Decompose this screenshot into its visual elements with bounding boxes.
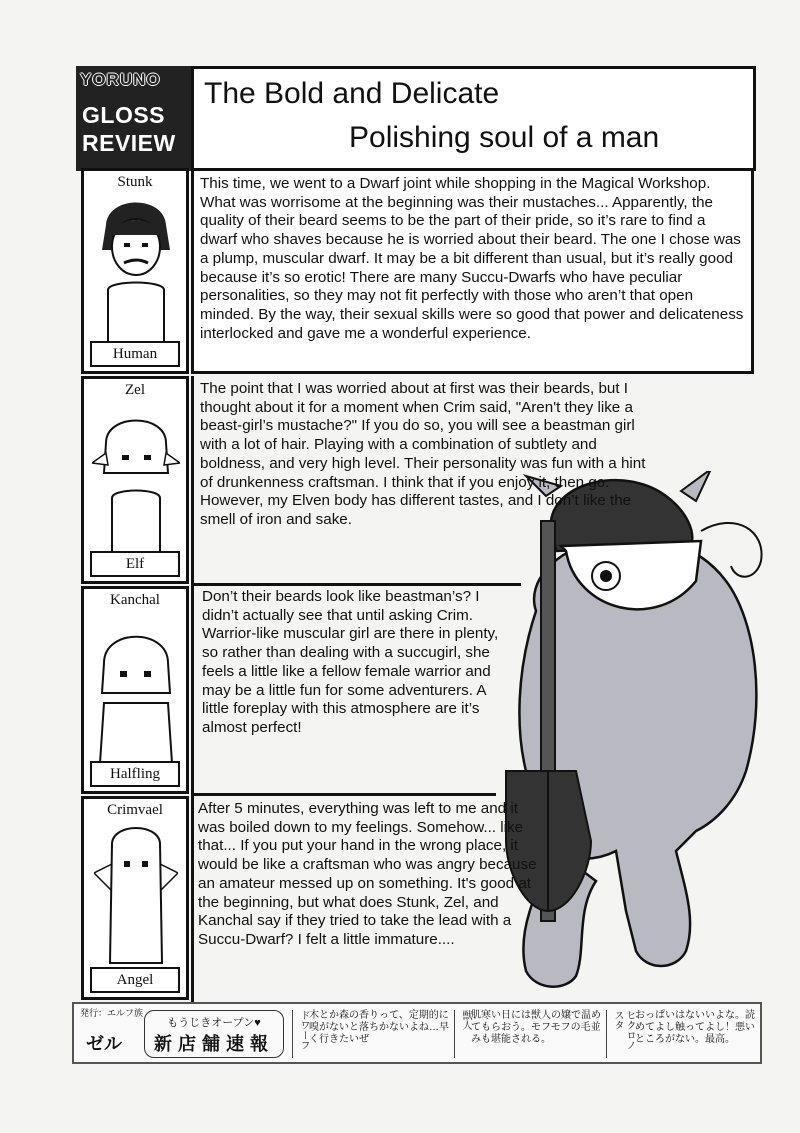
review-page bbox=[76, 66, 756, 1054]
footer-publisher: 発行：エルフ族 bbox=[80, 1008, 144, 1018]
footer-publisher-name: ゼル bbox=[86, 1034, 122, 1054]
announcement-main: 新店舗速報 bbox=[154, 1034, 274, 1054]
review-text: This time, we went to a Dwarf joint while shopping in the Magical Workshop. What was worrisome at the beginning was their mustaches... Apparently, the quality of their beard seems to be the part of their pride, so it’s rare to find a dwarf who shaves because he is worried about their beard. The one I chose was a plump, muscular dwarf. It may be a bit different than usual, but it’s really good because it’s so erotic! There are many Succu-Dwarfs who have peculiar personalities, so they may not fit perfectly with those who aren’t that open minded. By the way, their sexual skills were so good that power and delicateness interlocked and gave me a wonderful experience. bbox=[200, 175, 744, 342]
portrait-zel bbox=[81, 376, 189, 584]
portrait-kanchal bbox=[81, 586, 189, 794]
title-line-2: Polishing soul of a man bbox=[349, 121, 660, 154]
column-text: 木とか森の香りって、定期的に嗅がないと落ちかないよね…早く行きたいぜ bbox=[309, 1010, 449, 1045]
title-line-1: The Bold and Delicate bbox=[204, 77, 500, 110]
new-shop-announcement bbox=[144, 1010, 284, 1058]
reviewer-name: Zel bbox=[125, 382, 145, 398]
column-text: 肌寒い日には獣人の嬢で温めてもらおう。モフモフの毛並みも堪能される。 bbox=[471, 1010, 601, 1045]
footer-column-hikuronosuta bbox=[606, 1010, 760, 1058]
gloss-review-logo bbox=[76, 66, 191, 171]
footer-column-beastman bbox=[454, 1010, 604, 1058]
reviewer-race: Elf bbox=[90, 551, 180, 577]
crimvael-portrait-image bbox=[94, 823, 178, 973]
kanchal-portrait-image bbox=[94, 623, 178, 763]
column-heading: ドワーフ bbox=[298, 1010, 309, 1050]
review-section-kanchal bbox=[191, 586, 510, 798]
column-text: おっぱいはないいよな。読めてよし触ってよし！悪いところがない。最高。 bbox=[635, 1010, 755, 1045]
reviewer-race: Angel bbox=[90, 967, 180, 993]
stunk-portrait-image bbox=[98, 195, 174, 345]
review-text: Don’t their beards look like beastman’s? I didn’t actually see that until asking Crim. Warrior-like muscular girl are there in plenty, so rather than dealing with a succugirl, she feels a little like a fellow female warrior and may be a little fun for some adventurers. A little foreplay with this atmosphere are it’s almost perfect! bbox=[202, 588, 499, 736]
column-heading: ヒクロノスタ bbox=[612, 1010, 635, 1050]
review-text: After 5 minutes, everything was left to me and it was boiled down to my feelings. Somehow... like that... If you put your hand in the wrong place, it would be like a craftsman who was angry because an amateur messed up on something. It's good at the beginning, but what does Stunk, Zel, and Kanchal say if they tried to take the lead with a Succu-Dwarf? I felt a little immature.... bbox=[198, 800, 537, 948]
review-section-zel bbox=[191, 376, 646, 584]
reviewer-race: Human bbox=[90, 341, 180, 367]
logo-line-1: YORUNO bbox=[80, 70, 161, 89]
section-divider bbox=[191, 583, 521, 586]
zel-portrait-image bbox=[92, 403, 180, 553]
title-box bbox=[191, 66, 756, 171]
reviewer-name: Kanchal bbox=[110, 592, 160, 608]
reviewer-name: Crimvael bbox=[107, 802, 163, 818]
review-text: The point that I was worried about at first was their beards, but I thought about it for a moment when Crim said, "Aren't they like a beast-girl’s mustache?" If you do so, you will see a beastman girl with a lot of hair. Playing with a combination of subtlety and boldness, and very high level. Their personality was fun with a hint of drunkenness craftsman. I think that if you enjoy it, then go. However, my Elven body has different tastes, and I don’t like the smell of iron and sake. bbox=[200, 380, 646, 528]
section-divider bbox=[191, 793, 496, 796]
portrait-crimvael bbox=[81, 796, 189, 1000]
column-heading: 獣人 bbox=[460, 1010, 471, 1030]
footer-column-dwarf bbox=[292, 1010, 452, 1058]
announcement-top: もうじきオープン♥ bbox=[167, 1017, 261, 1029]
reviewer-name: Stunk bbox=[117, 174, 153, 190]
portrait-stunk bbox=[81, 168, 189, 374]
footer-banner bbox=[72, 1002, 762, 1064]
reviewer-race: Halfling bbox=[90, 761, 180, 787]
logo-line-3: REVIEW bbox=[82, 130, 176, 156]
review-section-crimvael bbox=[191, 796, 542, 1008]
logo-line-2: GLOSS bbox=[82, 102, 166, 128]
review-section-stunk bbox=[191, 168, 754, 374]
